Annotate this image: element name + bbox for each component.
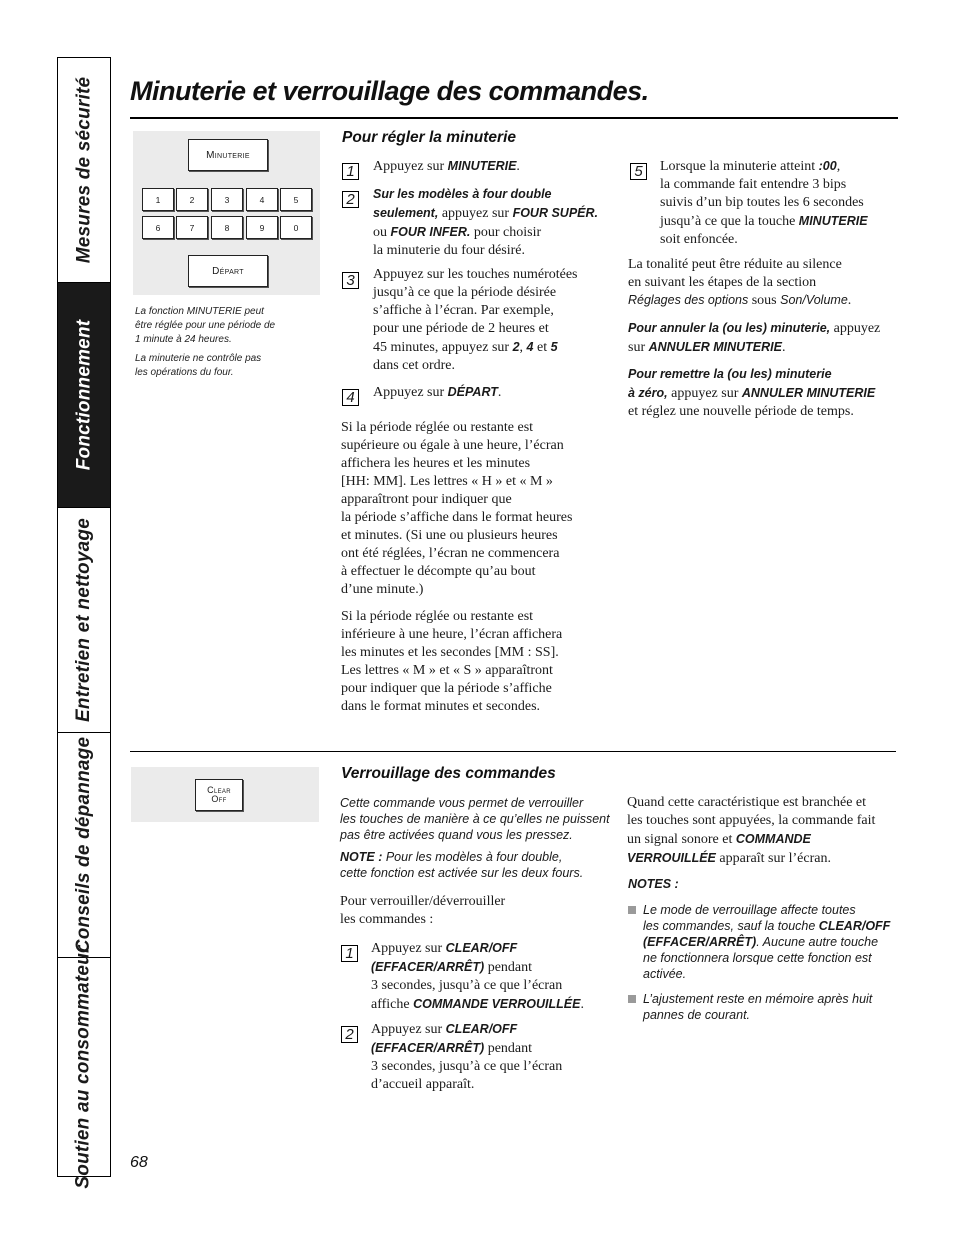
digit-key: 5 [280,188,312,211]
digit-key: 1 [142,188,174,211]
timer-paragraph-hours: Si la période réglée ou restante est supérieure ou égale à une heure, l’écran affichera les heures et les minutes [HH: MM]. Les lettres « H » et « M » apparaîtront pour indiquer que la période s’affiche dans le format heures et minutes. (Si une ou plusieurs heures ont été réglées, l’écran ne commencera à effectuer le décompte qu’au bout d’une minute.) [341,420,573,597]
lock-intro-italic: Cette commande vous permet de verrouiller les touches de manière à ce qu’elles ne puissent pas être activées quand vous les pressez. [340,796,610,842]
caption-timer-note: La minuterie ne contrôle pas les opérations du four. [135,353,262,378]
timer-tone-note: La tonalité peut être réduite au silence en suivant les étapes de la section Réglages des options sous Son/Volume. [628,257,852,308]
lock-description: Quand cette caractéristique est branchée et les touches sont appuyées, la commande fait un signal sonore et COMMANDE VERROUILLÉE apparaît sur l’écran. [627,795,876,866]
clear-off-illustration [131,767,319,822]
digit-key: 0 [280,216,312,239]
tab-mesures-de-securite[interactable] [58,58,110,283]
tab-label: Mesures de sécurité [73,76,94,264]
digit-key: 3 [211,188,243,211]
step-number-5: 5 [630,163,647,180]
lock-notes-list [628,902,896,1023]
title-rule [130,117,898,119]
digit-key: 9 [246,216,278,239]
tab-conseils-de-depannage[interactable] [58,733,110,958]
lock-step-1: Appuyez sur CLEAR/OFF (EFFACER/ARRÊT) pendant 3 secondes, jusqu’à ce que l’écran affiche COMMANDE VERROUILLÉE. [371,941,584,1012]
page-title: Minuterie et verrouillage des commandes. [130,76,649,106]
step-number-1: 1 [342,163,359,180]
digit-key: 2 [176,188,208,211]
lock-heading: Verrouillage des commandes [341,765,556,782]
bullet-square-icon [628,995,636,1003]
step-number-3: 3 [342,272,359,289]
tab-label: Entretien et nettoyage [73,518,94,722]
lock-note: NOTE : Pour les modèles à four double, cette fonction est activée sur les deux fours. [340,850,584,880]
timer-heading: Pour régler la minuterie [342,129,516,146]
lock-intro: Pour verrouiller/déverrouiller les commandes : [340,894,506,927]
digit-key: 8 [211,216,243,239]
timer-step-2: Sur les modèles à four double seulement, appuyez sur FOUR SUPÉR. ou FOUR INFER. pour choisir la minuterie du four désiré. [373,187,599,258]
keypad-illustration [133,131,320,295]
timer-step-5: Lorsque la minuterie atteint :00, la commande fait entendre 3 bips suivis d’un bip toutes les 6 secondes jusqu’à ce que la touche MINUTERIE soit enfoncée. [660,159,868,247]
lock-note-item: L’ajustement reste en mémoire après huit pannes de courant. [628,991,896,1023]
lock-step-2: Appuyez sur CLEAR/OFF (EFFACER/ARRÊT) pendant 3 secondes, jusqu’à ce que l’écran d’accueil apparaît. [371,1022,563,1092]
tab-label: Conseils de dépannage [73,736,95,954]
depart-key: Départ [188,255,268,287]
timer-cancel-note: Pour annuler la (ou les) minuterie, appuyez sur ANNULER MINUTERIE. [628,321,881,355]
tab-fonctionnement[interactable] [58,283,110,508]
step-number-4: 4 [342,389,359,406]
page-number: 68 [130,1154,148,1171]
lock-notes-heading: NOTES : [628,877,679,891]
timer-step-4: Appuyez sur DÉPART. [373,385,502,400]
tab-label: Fonctionnement [73,319,95,471]
lock-step-number-2: 2 [341,1026,358,1043]
tab-entretien-et-nettoyage[interactable] [58,508,110,733]
digit-key: 7 [176,216,208,239]
lock-step-number-1: 1 [341,945,358,962]
bullet-square-icon [628,906,636,914]
side-tabs [57,57,111,1189]
digit-key: 6 [142,216,174,239]
minuterie-key: Minuterie [188,139,268,171]
timer-paragraph-minutes: Si la période réglée ou restante est inférieure à une heure, l’écran affichera les minutes et les secondes [MM : SS]. Les lettres « M » et « S » apparaîtront pour indiquer que la période s’affiche dans le format minutes et secondes. [341,609,563,714]
digit-key: 4 [246,188,278,211]
caption-timer-range: La fonction MINUTERIE peut être réglée pour une période de 1 minute à 24 heures. [135,306,276,345]
clear-off-key: Clear Off [195,779,243,811]
timer-step-1: Appuyez sur MINUTERIE. [373,159,520,174]
timer-reset-note: Pour remettre la (ou les) minuterie à zéro, appuyez sur ANNULER MINUTERIE et réglez une nouvelle période de temps. [628,367,876,419]
lock-note-item: Le mode de verrouillage affecte toutes les commandes, sauf la touche CLEAR/OFF (EFFACER/ARRÊT). Aucune autre touche ne fonctionnera lorsque cette fonction est activée. [628,902,896,982]
section-divider [130,751,896,752]
tab-soutien-au-consommateur[interactable] [58,945,110,1189]
tab-label: Soutien au consommateur [73,945,95,1189]
step-number-2: 2 [342,191,359,208]
timer-step-3: Appuyez sur les touches numérotées jusqu’à ce que la période désirée s’affiche à l’écran. Par exemple, pour une période de 2 heures et 45 minutes, appuyez sur 2, 4 et 5 dans cet ordre. [373,267,578,373]
